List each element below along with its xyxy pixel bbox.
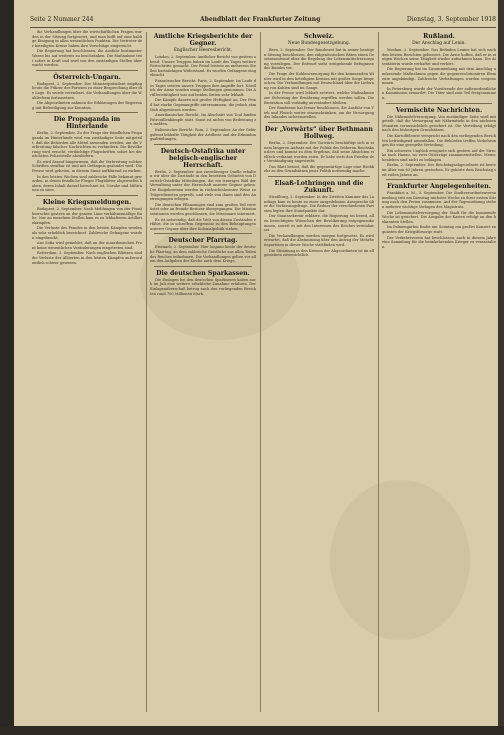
article-paragraph: Moskau, 2. September. Das Befinden Lenins hat sich nach den letzten Berichten gebessert. Die Ärzte hoffen, daß er in einigen Wochen seine Tätigkeit wieder aufnehmen kann. Die Attentäterin wurde verhaftet und verhört. [382,48,496,66]
article-paragraph: Die deutschen Pflanzungen sind zum großen Teil verwüstet oder an fremde Besitzer übergegangen. Die Missionsstationen wurden geschlossen, die Missionare interniert. [150,202,256,217]
article-paragraph: Im Palmengarten findet am Sonntag ein großes Konzert zugunsten der Kriegsfürsorge statt. [382,225,496,234]
section-separator [154,144,252,145]
article-body [264,195,374,258]
article-paragraph: Berlin, 2. September. Der Reichstagsabgeordnete ist heute im Alter von 63 Jahren gestorben. Er gehörte dem Reichstag seit vielen Jahren an. [382,163,496,177]
article-paragraph: Die Lebensmittelversorgung der Stadt für die kommende Woche ist gesichert. Die Ausgabe der Karten erfolgt an den bekannten Stellen. [382,210,496,224]
article-body [150,278,256,296]
article-paragraph: Berlin, 2. September. Zu der Frage der feindlichen Propaganda im Hinterlande wird von zuständiger Seite mitgeteilt, daß die Behörden alle Mittel anwenden werden, um die Verbreitung falscher Nachrichten zu verhindern. Die Bevölkerung wird ersucht, verdächtige Flugschriften sofort bei der nächsten Polizeistelle abzuliefern. [32,131,142,159]
article-paragraph: Die Regierung hat beschlossen, die Ausfuhr bestimmter Waren bis auf weiteres zu beschränken. Die Maßnahme tritt sofort in Kraft und wird von den zuständigen Stellen überwacht werden. [32,49,142,68]
section-separator [36,195,138,196]
article-paragraph: Es ist notwendig, daß die Welt von diesen Zuständen erfährt, die in schroffem Gegensatz zu den Behauptungen unserer Gegner über ihre Kolonialpolitik stehen. [150,217,256,231]
column-divider [378,32,379,712]
article-paragraph: In Petersburg wurde der Vorsitzende der außerordentlichen Kommission ermordet. Die Täter sind zum Teil festgenommen. [382,86,496,100]
article-body [264,141,374,174]
article-headline: Österreich-Ungarn. [53,73,121,81]
article-headline: Deutsch-Ostafrika unter belgisch-englischer Herrschaft. [160,147,246,169]
article-paragraph: Berlin, 2. September. Aus zuverlässiger Quelle erhalten wir über die Zustände in den besetzten Gebieten von Deutsch-Ostafrika Mitteilungen, die ein trauriges Bild der Verwaltung unter der Herrschaft unserer Gegner geben. Die Eingeborenen werden in rücksichtslosester Weise zu Trägerdiensten gepreßt, und viele von ihnen sind den Anstrengungen erlegen. [150,169,256,202]
article-paragraph: Die Einlagen bei den deutschen Sparkassen haben auch im Juli eine weitere erhebliche Zunahme erfahren. Der Einlagenüberschuß betrug nach den vorliegenden Berichten rund 700 Millionen Mark. [150,277,256,296]
article-paragraph: In den letzten Wochen sind zahlreiche Fälle bekannt geworden, in denen feindliche Flieger Flugblätter abgeworfen haben, deren Inhalt darauf berechnet ist, Unruhe und Mißtrauen zu säen. [32,174,142,193]
article-paragraph: Berlin, 2. September. Der Vorwärts beschäftigt sich in einem längeren Aufsatz mit der Politik des früheren Reichskanzlers und kommt zu dem Ergebnis, daß seine Absichten vielfach verkannt worden seien. Er habe stets den Frieden der Verständigung angestrebt. [264,140,374,164]
article-body [32,30,142,68]
article-paragraph: London, 2. September. Amtlicher Bericht von gestern abend: Unsere Truppen haben im Laufe des Tages weitere Fortschritte gemacht. Der Feind leistete an mehreren Stellen hartnäckigen Widerstand. Es wurden Gefangene eingebracht. [150,55,256,78]
article-subheadline: Neue Bundesgesetzgebung. [287,41,351,46]
article-headline: Deutscher Pfarrtag. [168,237,238,245]
article-body [382,48,496,101]
article-paragraph: Der Verkehrsverein hat beschlossen, auch in diesem Jahre eine Sammlung für die heimkehrenden Krieger zu veranstalten. [382,235,496,249]
article-paragraph: Amerikanischer Bericht. Im Abschnitt von Toul fanden Patrouillenkämpfe statt. Sonst ist nichts von Bedeutung zu melden. [150,113,256,127]
article-paragraph: Es wird darauf hingewiesen, daß die Verbreitung solcher Schriften strafbar ist und mit Gefängnis geahndet wird. Die Presse wird gebeten, in diesem Sinne aufklärend zu wirken. [32,159,142,174]
article-headline: Rußland. [423,33,455,40]
column-divider [146,32,147,712]
section-separator [386,179,492,180]
column-1 [32,30,142,716]
article-body [264,48,374,120]
article-paragraph: Die Stimmung in den Kreisen der Abgeordneten ist im allgemeinen zuversichtlich. [264,248,374,258]
article-paragraph: In der Presse wird lebhaft erörtert, welche Maßnahmen zur Sicherung der Ernährung ergriffen werden sollen. Die Brotration soll vorläufig unverändert bleiben. [264,91,374,105]
article-paragraph: Das Blatt betont, daß die gegenwärtige Lage eine Rückkehr zu den Grundsätzen jener Politik notwendig mache. [264,164,374,174]
article-paragraph: Bern, 2. September. Der Bundesrat hat in seiner heutigen Sitzung beschlossen, den eidgenössischen Räten einen Gesetzesentwurf über die Regelung der Lebensmittelversorgung vorzulegen. Der Entwurf sieht weitgehende Befugnisse des Bundes vor. [264,48,374,71]
article-body [382,191,496,249]
issue-date: Dienstag, 3. September 1918 [406,16,496,23]
article-paragraph: Ein schweres Unglück ereignete sich gestern auf der Strecke nach Hanau, wo zwei Güterzüge zusammenstießen. Menschenleben sind nicht zu beklagen. [382,148,496,162]
article-paragraph: Der Bundesrat hat ferner beschlossen, die Ausfuhr von Vieh und Fleisch weiter einzuschränken, um die Versorgung des Inlandes sicherzustellen. [264,106,374,120]
section-separator [268,176,370,177]
page-number: Seite 2 Nummer 244 [30,16,94,23]
article-paragraph: Straßburg, 2. September. In der Zweiten Kammer des Landtags kam es heute zu einer ausgedehnten Aussprache über die Verfassungsfrage. Die Redner der verschiedenen Parteien legten ihre Standpunkte dar. [264,195,374,213]
section-separator [386,103,492,104]
article-paragraph: Frankfurt a. M., 3. September. Die Stadtverordnetenversammlung tritt am Dienstag nächster Woche zu ihrer ersten Sitzung nach den Ferien zusammen. Auf der Tagesordnung stehen mehrere wichtige Vorlagen des Magistrats. [382,191,496,210]
article-paragraph: Die Nährmittelversorgung. Von zuständiger Seite wird mitgeteilt, daß die Versorgung mit Nährmitteln in den nächsten Monaten voraussichtlich gesichert ist. Die Verteilung erfolgt nach den bisherigen Grundsätzen. [382,114,496,133]
article-paragraph: Budapest, 2. September. Der Ministerpräsident empfing heute die Führer der Parteien zu einer Besprechung über die Lage. Es wurde vereinbart, die Verhandlungen über die Wahlreform fortzusetzen. [32,81,142,100]
article-headline: Schweiz. [303,33,335,40]
article-paragraph: Italienischer Bericht. Rom, 2. September. An der Gebirgsfront lebhafte Tätigkeit der Artillerie und der Erkundungsabteilungen. [150,127,256,142]
article-headline: Elsaß-Lothringen und die Zukunft. [274,180,364,195]
section-separator [36,112,138,113]
page-binding [0,0,14,735]
article-headline: Vermischte Nachrichten. [395,106,483,114]
column-3 [264,30,374,716]
article-body [150,245,256,263]
article-paragraph: Die Kämpfe dauern mit großer Heftigkeit an. Der Feind hat starke Gegenangriffe unternommen, die jedoch sämtlich abgewiesen wurden. [150,98,256,112]
article-headline: Die Propaganda im Hinterlande [53,116,121,131]
page-edge [0,726,504,735]
article-paragraph: die Verhandlungen über die wirtschaftlichen Fragen wurden in der Sitzung fortgesetzt, und man hofft auf eine baldige Einigung in allen wesentlichen Punkten. Die Vertreter der beteiligten Kreise haben ihre Vorschläge eingereicht. [32,30,142,48]
article-paragraph: Aus Sofia wird gemeldet, daß an der mazedonischen Front keine wesentlichen Veränderungen eingetreten sind. [32,241,142,250]
article-body [150,170,256,232]
article-subheadline: Englischer Heeresbericht. [173,48,233,53]
article-paragraph: Eisenach, 2. September. Hier begann heute der deutsche Pfarrtag, an dem zahlreiche Geistliche aus allen Teilen des Reiches teilnehmen. Die Verhandlungen gelten vor allem den Aufgaben der Kirche nach dem Kriege. [150,245,256,264]
article-body [382,115,496,178]
article-paragraph: Budapest, 2. September. Nach Meldungen von der Front herrschte gestern an der ganzen Linie verhältnismäßige Ruhe. Nur an einzelnen Stellen kam es zu lebhafteren Artilleriekämpfen. [32,207,142,225]
article-paragraph: Die Regierung hat im Zusammenhang mit dem Anschlag umfassende Maßnahmen gegen die gegenrevolutionären Elemente angekündigt. Zahlreiche Verhaftungen wurden vorgenommen. [382,67,496,86]
section-separator [154,266,252,267]
article-body [32,207,142,265]
article-headline: Amtliche Kriegsberichte der Gegner. [153,33,253,47]
section-separator [36,70,138,71]
article-paragraph: Die Verluste des Feindes in den letzten Kämpfen werden als sehr erheblich bezeichnet. Zahlreiche Gefangene wurden eingebracht. [32,226,142,240]
article-body [32,82,142,111]
article-body [32,131,142,193]
article-paragraph: Die Kartoffelernte verspricht nach den vorliegenden Berichten befriedigend auszufallen. Die Behörden treffen Vorkehrungen für eine geregelte Verteilung. [382,133,496,148]
masthead-rule [30,27,496,28]
column-4 [382,30,496,716]
article-paragraph: Die Frage der Kohlenversorgung für den kommenden Winter wird in den beteiligten Kreisen mit großer Sorge besprochen. Die Verhandlungen mit Deutschland über die Lieferung von Kohlen sind im Gange. [264,71,374,90]
article-paragraph: Der Staatssekretär erklärte, die Regierung sei bereit, allen berechtigten Wünschen der Bevölkerung entgegenzukommen, soweit es mit den Interessen des Reiches vereinbar sei. [264,214,374,233]
article-paragraph: Rotterdam, 2. September. Nach englischen Blättern sind die Verluste der Alliierten in den letzten Kämpfen außerordentlich schwer gewesen. [32,251,142,265]
article-paragraph: Die Verhandlungen werden morgen fortgesetzt. Es wird erwartet, daß die Abstimmung über den Antrag der Mehrheitsparteien in dieser Woche stattfinden wird. [264,233,374,247]
section-separator [268,122,370,123]
article-headline: Kleine Kriegsmeldungen. [42,199,132,207]
article-headline: Frankfurter Angelegenheiten. [387,183,491,191]
section-separator [154,233,252,234]
article-subheadline: Der Anschlag auf Lenin. [412,41,466,46]
article-headline: Die deutschen Sparkassen. [156,269,250,277]
column-divider [260,32,261,712]
article-body [150,55,256,142]
page-edge [498,0,504,735]
article-headline: Der „Vorwärts“ über Bethmann Hollweg. [265,125,373,140]
article-paragraph: Die Abgeordneten nahmen die Erklärungen der Regierung mit Befriedigung zur Kenntnis. [32,101,142,110]
column-2 [150,30,256,716]
newspaper-title: Abendblatt der Frankfurter Zeitung [200,16,321,23]
article-paragraph: Französischer Bericht. Paris, 2. September. Im Laufe des Tages setzten unsere Truppen ihre Angriffe fort. Nördlich der Aisne wurden einige Stellungen genommen. Die Artillerietätigkeit war auf beiden Seiten sehr lebhaft. [150,78,256,97]
